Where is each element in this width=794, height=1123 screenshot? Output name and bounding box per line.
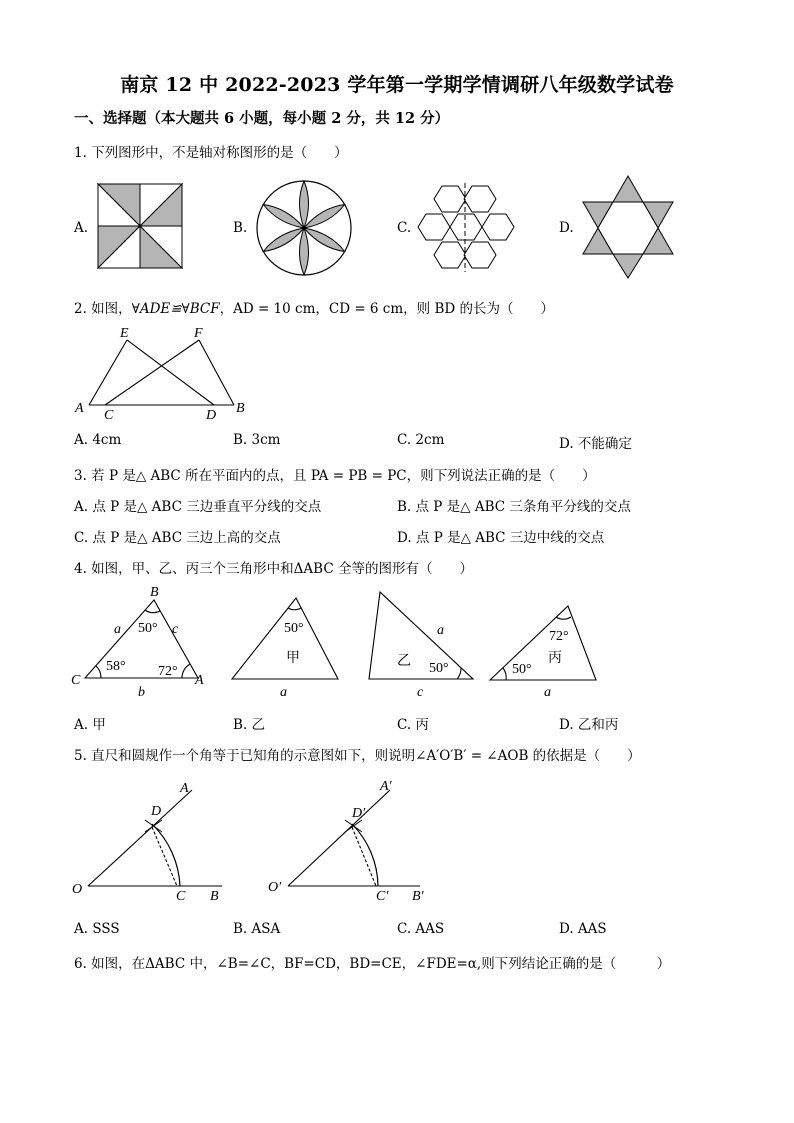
q5-fig2-label-a: A′ [380, 779, 392, 794]
q2-stem-prefix: 2. 如图， [74, 301, 132, 317]
q6-stem: 6. 如图，在ΔABC 中，∠B=∠C，BF=CD，BD=CE，∠FDE=α,则下列结论正确的是（ ） [74, 956, 671, 972]
q4-stem: 4. 如图，甲、乙、丙三个三角形中和ΔABC 全等的图形有（ ） [74, 561, 473, 577]
q2-label-d: D [206, 408, 217, 423]
q1-label-a: A. [74, 220, 89, 236]
q4-yi-label: 乙 [397, 654, 411, 669]
q2-label-f: F [194, 326, 203, 341]
q4-bing-side-a: a [544, 685, 551, 700]
q5-option-a: A. SSS [74, 921, 120, 937]
q2-label-c: C [104, 408, 114, 423]
q2-stem-suffix: ，AD = 10 cm，CD = 6 cm，则 BD 的长为（ ） [219, 301, 554, 317]
q4-yi-angle-50: 50° [429, 661, 449, 676]
q5-fig2-label-o: O′ [268, 880, 282, 895]
q4-main-label-c-side: c [172, 622, 179, 637]
q2-figure [74, 320, 264, 425]
q2-stem [74, 297, 554, 317]
q4-jia-angle-50: 50° [284, 621, 304, 636]
q4-option-c: C. 丙 [397, 717, 429, 733]
q4-main-angle-58: 58° [106, 659, 126, 674]
q4-yi-side-c: c [417, 685, 424, 700]
q4-triangle-bing [486, 600, 604, 700]
q4-option-a: A. 甲 [74, 717, 106, 733]
q5-fig2-label-b: B′ [412, 889, 424, 904]
q1-label-b: B. [233, 220, 248, 236]
q5-option-c: C. AAS [397, 921, 445, 937]
q4-main-angle-72: 72° [158, 664, 178, 679]
q5-fig1-label-a: A [180, 781, 189, 796]
q4-main-label-a-vertex: A [195, 673, 204, 688]
hexagon-cluster-figure [416, 182, 520, 274]
q5-stem: 5. 直尺和圆规作一个角等于已知角的示意图如下，则说明∠A′O′B′ = ∠AOB 的依据是（ ） [74, 748, 641, 764]
q4-bing-label: 丙 [548, 651, 562, 666]
q5-fig1-label-b: B [210, 889, 219, 904]
q4-triangle-abc [70, 582, 210, 700]
q4-main-label-b-side: b [138, 685, 145, 700]
q4-option-d: D. 乙和丙 [559, 717, 619, 733]
q5-figure-copy [266, 774, 446, 910]
q4-jia-label: 甲 [286, 651, 300, 666]
q3-option-a: A. 点 P 是△ ABC 三边垂直平分线的交点 [74, 499, 322, 515]
q4-bing-angle-72: 72° [549, 629, 569, 644]
q4-triangle-yi [365, 588, 480, 700]
q4-yi-side-a: a [437, 623, 444, 638]
q3-option-c: C. 点 P 是△ ABC 三边上高的交点 [74, 530, 281, 546]
q4-main-label-a-side: a [114, 622, 121, 637]
pinwheel-figure [94, 180, 186, 272]
q1-stem: 1. 下列图形中，不是轴对称图形的是（ ） [74, 145, 348, 161]
q5-option-b: B. ASA [233, 921, 281, 937]
q5-fig1-label-c: C [176, 889, 186, 904]
q2-option-c: C. 2cm [397, 432, 445, 448]
q1-label-d: D. [559, 220, 574, 236]
q3-option-b: B. 点 P 是△ ABC 三条角平分线的交点 [397, 499, 631, 515]
q5-fig2-label-c: C′ [376, 889, 389, 904]
q5-figure-original [68, 774, 238, 910]
hexagram-figure [581, 174, 675, 280]
q4-jia-side-a: a [280, 685, 287, 700]
page-title: 南京 12 中 2022-2023 学年第一学期学情调研八年级数学试卷 [120, 74, 674, 96]
q4-main-label-c-vertex: C [71, 673, 81, 688]
q2-stem-congruence: ∀ADE≌∀BCF [131, 301, 220, 317]
q2-label-e: E [120, 326, 129, 341]
q2-label-b: B [236, 401, 245, 416]
section-heading: 一、选择题（本大题共 6 小题，每小题 2 分，共 12 分） [74, 110, 450, 127]
q2-option-b: B. 3cm [233, 432, 281, 448]
q5-fig2-label-d: D′ [352, 806, 366, 821]
q2-option-a: A. 4cm [74, 432, 122, 448]
q3-option-d: D. 点 P 是△ ABC 三边中线的交点 [397, 530, 605, 546]
q5-fig1-label-d: D [151, 804, 162, 819]
q5-option-d: D. AAS [559, 921, 607, 937]
q2-label-a: A [75, 401, 84, 416]
q5-fig1-label-o: O [72, 882, 83, 897]
q4-main-label-b-vertex: B [150, 585, 159, 600]
q2-option-d: D. 不能确定 [559, 436, 632, 452]
q4-main-angle-50: 50° [138, 621, 158, 636]
q3-stem: 3. 若 P 是△ ABC 所在平面内的点，且 PA = PB = PC，则下列说法正确的是（ ） [74, 468, 596, 484]
q4-option-b: B. 乙 [233, 717, 266, 733]
q4-bing-angle-50: 50° [512, 662, 532, 677]
q4-triangle-jia [228, 592, 346, 700]
flower-circle-figure [254, 178, 354, 278]
q1-label-c: C. [397, 220, 412, 236]
